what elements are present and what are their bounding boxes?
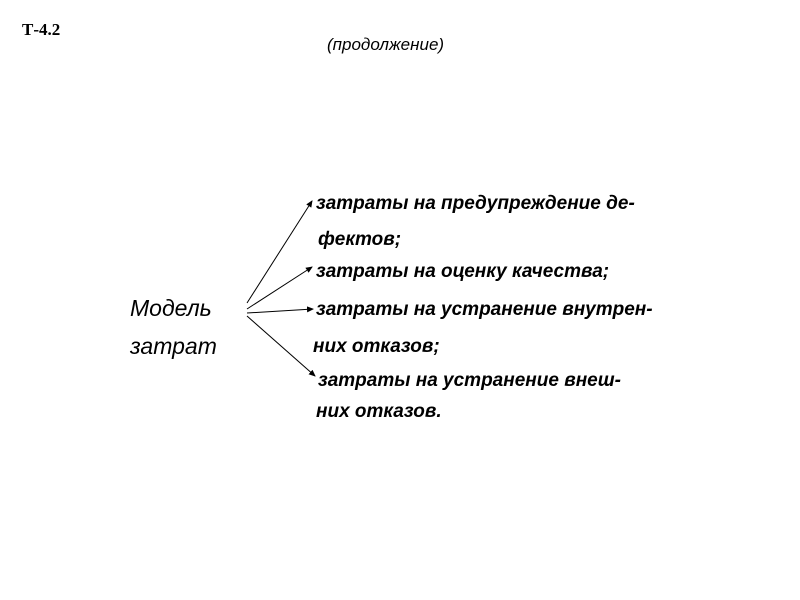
model-label-line-1: Модель [130,295,212,321]
branch-3-line-1: затраты на устранение внутрен- [316,299,653,320]
connector-arrow-4 [247,316,315,376]
slide-code: Т-4.2 [22,20,61,39]
connector-arrow-3 [247,309,313,313]
model-label-line-2: затрат [130,333,217,359]
branch-4-line-1: затраты на устранение внеш- [318,370,621,391]
branch-1-line-2: фектов; [318,229,402,250]
branch-2-line-1: затраты на оценку качества; [316,261,610,282]
branch-4-line-2: них отказов. [316,401,442,422]
branch-3-line-2: них отказов; [313,336,440,357]
subtitle: (продолжение) [327,35,445,54]
branch-1-line-1: затраты на предупреждение де- [316,193,635,214]
